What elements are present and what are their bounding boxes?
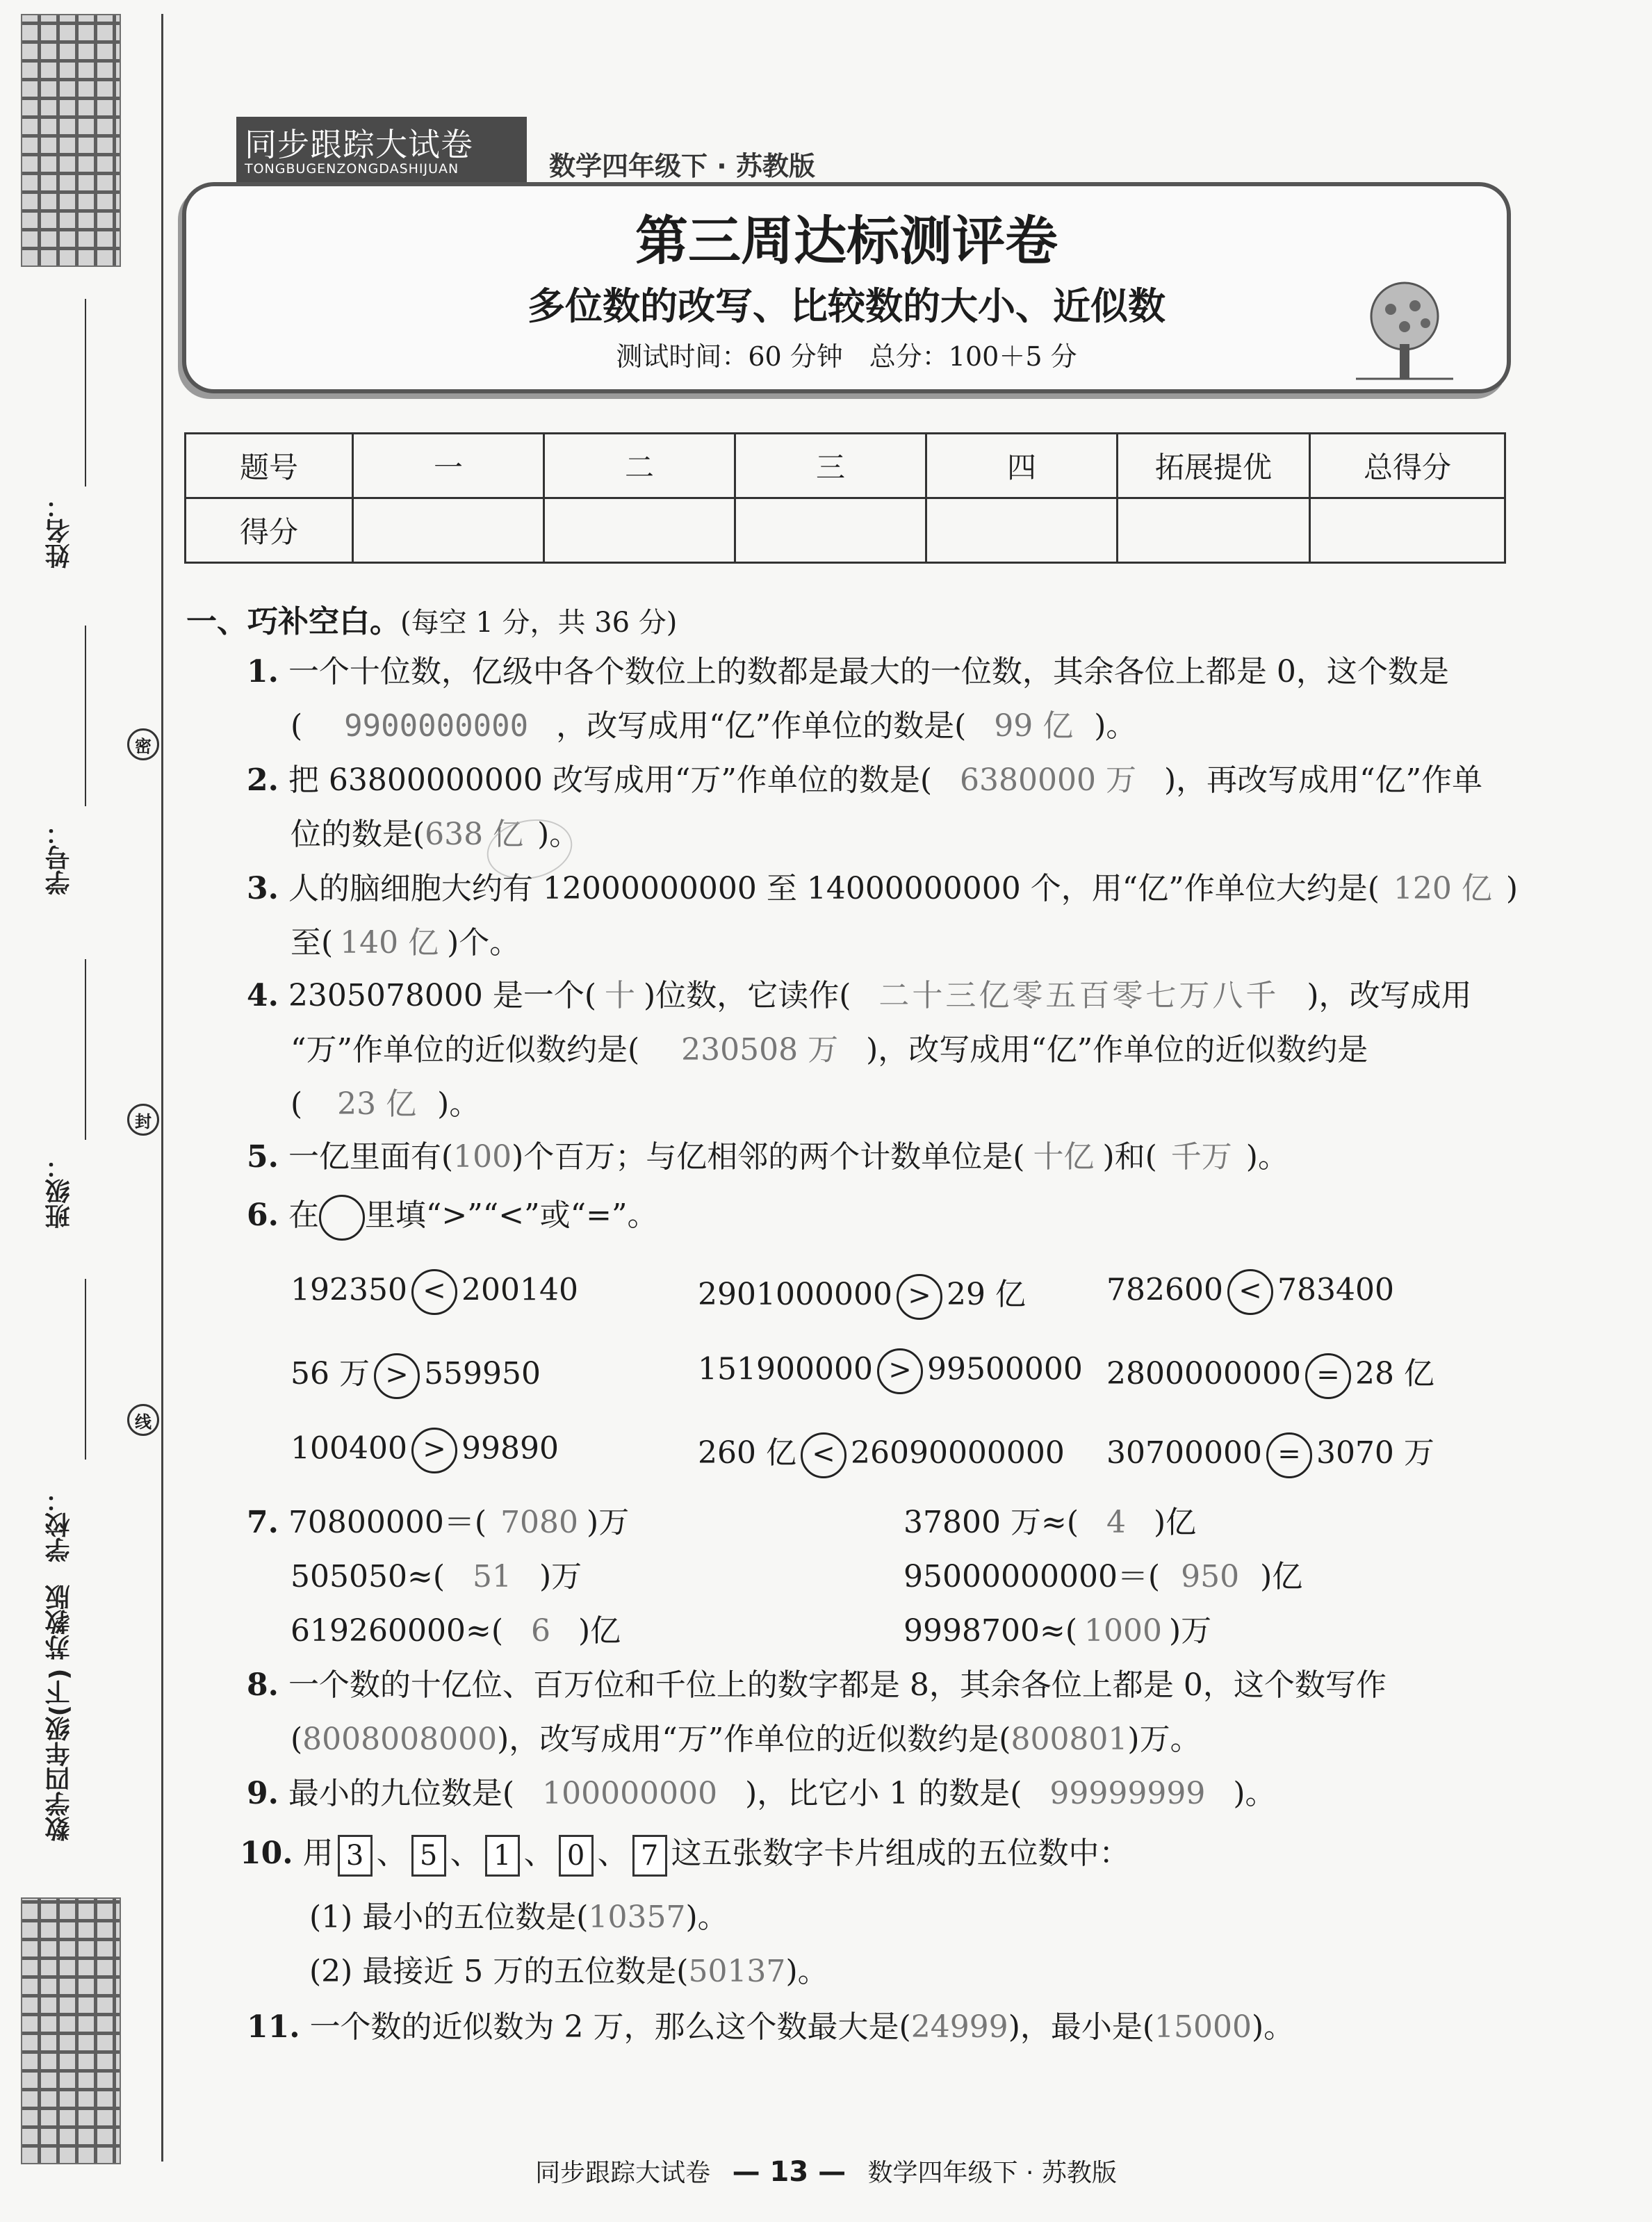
score-header-cell: 题号: [186, 434, 353, 498]
seal-mi: 密: [127, 728, 159, 760]
brand-banner: [236, 117, 527, 182]
question-text: 一个十位数，亿级中各个数位上的数都是最大的一位数，其余各位上都是 0，这个数是: [288, 654, 1449, 689]
compare-sign[interactable]: <: [801, 1432, 847, 1478]
question-number: 3.: [247, 871, 279, 906]
compare-right: 783400: [1277, 1272, 1394, 1308]
question-text: 位的数是(: [291, 817, 425, 852]
question-number: 10.: [240, 1836, 293, 1871]
score-header-cell: 拓展提优: [1118, 434, 1310, 498]
seal-feng: 封: [127, 1104, 159, 1136]
question-text: )。: [785, 1954, 828, 1989]
question-text: )，再改写成用“亿”作单: [1163, 762, 1483, 798]
binding-line: [161, 14, 163, 2162]
answer: 十: [605, 978, 636, 1013]
score-cell[interactable]: [926, 498, 1118, 563]
id-label: 学号：: [45, 820, 74, 895]
compare-sign[interactable]: <: [411, 1269, 457, 1315]
section-score-note: (每空 1 分，共 36 分): [400, 607, 678, 639]
question-6: [247, 1190, 658, 1241]
question-text: )个百万；与亿相邻的两个计数单位是(: [512, 1139, 1025, 1175]
school-label: 学校：: [45, 1487, 74, 1562]
answer: 140 亿: [340, 925, 439, 961]
question-7-item: [291, 1606, 621, 1650]
question-text: )亿: [1154, 1505, 1197, 1540]
number-card: 3: [338, 1835, 373, 1877]
compare-sign[interactable]: >: [877, 1348, 923, 1394]
answer: 800801: [1011, 1722, 1128, 1757]
answer: 950: [1181, 1559, 1240, 1594]
compare-left: 2901000000: [698, 1277, 892, 1312]
question-text: 把 63800000000 改写成用“万”作单位的数是(: [288, 762, 932, 798]
question-7-item: [903, 1497, 1196, 1542]
question-text: )万: [1168, 1613, 1212, 1649]
answer: 7080: [500, 1505, 579, 1540]
answer: 51: [473, 1559, 512, 1594]
question-text: 37800 万≈(: [903, 1505, 1079, 1540]
answer: 230508 万: [681, 1032, 839, 1068]
question-number: 5.: [247, 1139, 279, 1175]
question-number: 11.: [247, 2009, 300, 2045]
answer: 99 亿: [994, 708, 1074, 744]
question-text: )。: [1252, 2009, 1295, 2045]
compare-sign[interactable]: =: [1305, 1353, 1351, 1399]
compare-right: 200140: [461, 1272, 578, 1308]
question-text: )万。: [1127, 1722, 1201, 1757]
question-text: ，改写成用“亿”作单位的数是(: [556, 708, 967, 744]
compare-right: 28 亿: [1355, 1356, 1434, 1391]
answer: 23 亿: [337, 1086, 417, 1122]
answer: 100000000: [542, 1776, 718, 1811]
compare-item: [291, 1428, 559, 1473]
answer: 千万: [1170, 1139, 1232, 1175]
answer: 二十三亿零五百零七万八千: [878, 978, 1279, 1013]
question-7-item: [291, 1551, 582, 1596]
question-7-item: [903, 1551, 1302, 1596]
question-text: 505050≈(: [291, 1559, 445, 1594]
question-1-cont: ( 9900000000 ，改写成用“亿”作单位的数是( 99 亿 )。: [291, 708, 1137, 744]
question-10: 10. 用 3 、 5 、 1 、 0 、 7 这五张数字卡片组成的五位数中：: [240, 1828, 1130, 1877]
question-text: 95000000000＝(: [903, 1559, 1161, 1594]
score-header-cell: 二: [544, 434, 735, 498]
compare-right: 3070 万: [1316, 1435, 1434, 1471]
name-label: 姓名：: [45, 493, 74, 569]
compare-right: 99890: [461, 1430, 559, 1467]
question-3: 3. 人的脑细胞大约有 12000000000 至 14000000000 个，用“亿”作单位大约是( 120 亿 ): [247, 871, 1519, 906]
question-text: )。: [1233, 1776, 1276, 1811]
decorative-border-top: [21, 14, 121, 267]
question-text: 在: [288, 1198, 319, 1233]
answer: 638 亿: [425, 817, 524, 852]
number-card: 0: [559, 1835, 594, 1877]
question-text: 一亿里面有(: [288, 1139, 454, 1175]
question-3-cont: [291, 917, 520, 962]
class-label: 班级：: [45, 1154, 74, 1229]
score-header-row: [186, 434, 1505, 498]
score-header-cell: 四: [926, 434, 1118, 498]
compare-left: 30700000: [1106, 1435, 1262, 1471]
page-title: 第三周达标测评卷: [635, 210, 1058, 272]
score-cell[interactable]: [735, 498, 926, 563]
question-9: [247, 1768, 1276, 1813]
question-text: )亿: [1260, 1559, 1303, 1594]
score-cell[interactable]: [1118, 498, 1310, 563]
compare-item: [698, 1269, 1026, 1320]
answer: 50137: [688, 1954, 786, 1989]
question-text: 用: [302, 1836, 334, 1871]
answer: 120 亿: [1393, 871, 1492, 906]
page-footer: [0, 2153, 1652, 2189]
question-text: 70800000＝(: [288, 1505, 487, 1540]
question-11: [247, 2002, 1294, 2046]
question-text: 619260000≈(: [291, 1613, 503, 1649]
compare-item: [698, 1348, 1083, 1394]
question-text: )。: [537, 817, 580, 852]
class-blank-line: [85, 959, 86, 1140]
compare-right: 99500000: [926, 1351, 1083, 1387]
question-10-sub2: [309, 1946, 828, 1991]
number-card: 7: [632, 1835, 667, 1877]
question-text: 这五张数字卡片组成的五位数中：: [671, 1836, 1130, 1871]
number-card: 1: [485, 1835, 520, 1877]
question-text: 一个数的十亿位、百万位和千位上的数字都是 8，其余各位上都是 0，这个数写作: [288, 1667, 1387, 1703]
question-8: [247, 1660, 1387, 1704]
question-10-sub1: [309, 1892, 728, 1936]
school-blank-line: [85, 1279, 86, 1460]
question-text: 最小的九位数是(: [288, 1776, 515, 1811]
score-cell[interactable]: [353, 498, 544, 563]
question-4: [247, 970, 1472, 1015]
question-text: )亿: [578, 1613, 621, 1649]
answer: 6380000 万: [960, 762, 1136, 798]
question-text: 9998700≈(: [903, 1613, 1077, 1649]
question-text: 里填“>”“<”或“=”。: [364, 1198, 658, 1233]
compare-item: [698, 1428, 1065, 1478]
answer: 24999: [910, 2009, 1008, 2045]
question-text: )。: [685, 1900, 728, 1935]
question-1: [247, 646, 1449, 691]
compare-item: [1106, 1428, 1434, 1478]
compare-right: 559950: [423, 1356, 541, 1391]
name-blank-line: [85, 299, 86, 487]
tree-illustration: [1352, 278, 1457, 382]
brand-pinyin: TONGBUGENZONGDASHIJUAN: [245, 161, 459, 177]
question-text: )。: [1245, 1139, 1289, 1175]
compare-left: 782600: [1106, 1272, 1223, 1308]
compare-item: [1106, 1348, 1434, 1399]
footer-brand: 同步跟踪大试卷: [535, 2159, 711, 2187]
score-table: [184, 432, 1506, 564]
id-blank-line: [85, 626, 86, 806]
question-text: 人的脑细胞大约有 12000000000 至 14000000000 个，用“亿”作单位大约是(: [288, 871, 1380, 906]
answer: 1000: [1084, 1613, 1162, 1649]
answer: 4: [1106, 1505, 1126, 1540]
question-text: )万: [587, 1505, 630, 1540]
score-value-row: [186, 498, 1505, 563]
question-text: )万: [539, 1559, 582, 1594]
header-edition: 数学四年级下 · 苏教版: [549, 151, 815, 181]
compare-item: [291, 1269, 578, 1315]
answer: 8008008000: [302, 1722, 498, 1757]
answer: 15000: [1154, 2009, 1252, 2045]
question-5: [247, 1132, 1289, 1176]
question-text: )。: [1094, 708, 1137, 744]
compare-left: 151900000: [698, 1351, 873, 1387]
edition-label: 数学四年级(下) 苏教版: [45, 1585, 74, 1842]
question-8-cont: (8008008000)，改写成用“万”作单位的近似数约是(800801)万。: [291, 1722, 1201, 1757]
question-number: 7.: [247, 1505, 279, 1540]
question-text: “万”作单位的近似数约是(: [291, 1032, 640, 1068]
compare-right: 26090000000: [850, 1435, 1065, 1471]
section-title: [186, 596, 677, 641]
question-text: )位数，它读作(: [644, 978, 851, 1013]
compare-left: 100400: [291, 1430, 407, 1467]
question-text: )，改写成用: [1307, 978, 1472, 1013]
question-text: 2305078000 是一个(: [288, 978, 597, 1013]
question-text: )，改写成用“万”作单位的近似数约是(: [497, 1722, 1011, 1757]
brand-name: 同步跟踪大试卷: [245, 126, 473, 163]
answer: 6: [530, 1613, 550, 1649]
answer: 100: [453, 1139, 512, 1175]
question-7: [247, 1497, 629, 1542]
compare-item: [1106, 1269, 1394, 1315]
compare-sign[interactable]: <: [1227, 1269, 1273, 1315]
question-number: 9.: [247, 1776, 279, 1811]
compare-left: 2800000000: [1106, 1356, 1301, 1391]
compare-sign[interactable]: >: [411, 1428, 457, 1473]
question-text: )，比它小 1 的数是(: [745, 1776, 1022, 1811]
question-text: 至(: [291, 925, 334, 961]
score-row-label: 得分: [186, 498, 353, 563]
question-number: 8.: [247, 1667, 279, 1703]
answer: 10357: [588, 1900, 686, 1935]
question-number: 1.: [247, 654, 279, 689]
question-number: 2.: [247, 762, 279, 798]
question-4-cont2: ( 23 亿 )。: [291, 1086, 480, 1122]
answer: 99999999: [1049, 1776, 1206, 1811]
score-cell[interactable]: [1310, 498, 1505, 563]
question-text: )。: [437, 1086, 480, 1122]
question-2: [247, 755, 1482, 799]
question-text: )和(: [1102, 1139, 1157, 1175]
answer: 9900000000: [344, 708, 529, 744]
compare-item: [291, 1348, 541, 1399]
question-text: )，改写成用“亿”作单位的近似数约是: [866, 1032, 1368, 1068]
score-header-cell: 三: [735, 434, 926, 498]
question-number: 4.: [247, 978, 279, 1013]
question-text: (2) 最接近 5 万的五位数是(: [309, 1954, 689, 1989]
question-text: )，最小是(: [1008, 2009, 1155, 2045]
compare-sign[interactable]: =: [1266, 1432, 1312, 1478]
score-header-cell: 总得分: [1310, 434, 1505, 498]
question-text: (1) 最小的五位数是(: [309, 1900, 589, 1935]
question-number: 6.: [247, 1198, 279, 1233]
test-meta: 测试时间：60 分钟 总分：100＋5 分: [616, 341, 1077, 372]
circle-placeholder-icon: [319, 1195, 365, 1241]
compare-left: 192350: [291, 1272, 407, 1308]
number-card: 5: [411, 1835, 446, 1877]
footer-edition: 数学四年级下 · 苏教版: [867, 2159, 1117, 2187]
title-box: [182, 182, 1511, 393]
score-header-cell: 一: [353, 434, 544, 498]
answer: 十亿: [1033, 1139, 1095, 1175]
question-text: )个。: [447, 925, 521, 961]
question-7-item: [903, 1606, 1211, 1650]
question-4-cont: [291, 1024, 1368, 1069]
score-cell[interactable]: [544, 498, 735, 563]
section-title-text: 一、巧补空白。: [186, 604, 400, 639]
compare-sign[interactable]: >: [374, 1353, 420, 1399]
compare-left: 260 亿: [698, 1435, 796, 1471]
compare-left: 56 万: [291, 1356, 370, 1391]
page-number: — 13 —: [732, 2156, 847, 2188]
compare-sign[interactable]: >: [897, 1274, 942, 1320]
compare-right: 29 亿: [946, 1277, 1026, 1312]
seal-xian: 线: [127, 1404, 159, 1436]
page-subtitle: 多位数的改写、比较数的大小、近似数: [528, 284, 1166, 328]
question-text: 一个数的近似数为 2 万，那么这个数最大是(: [309, 2009, 911, 2045]
decorative-border-bottom: [21, 1897, 121, 2164]
